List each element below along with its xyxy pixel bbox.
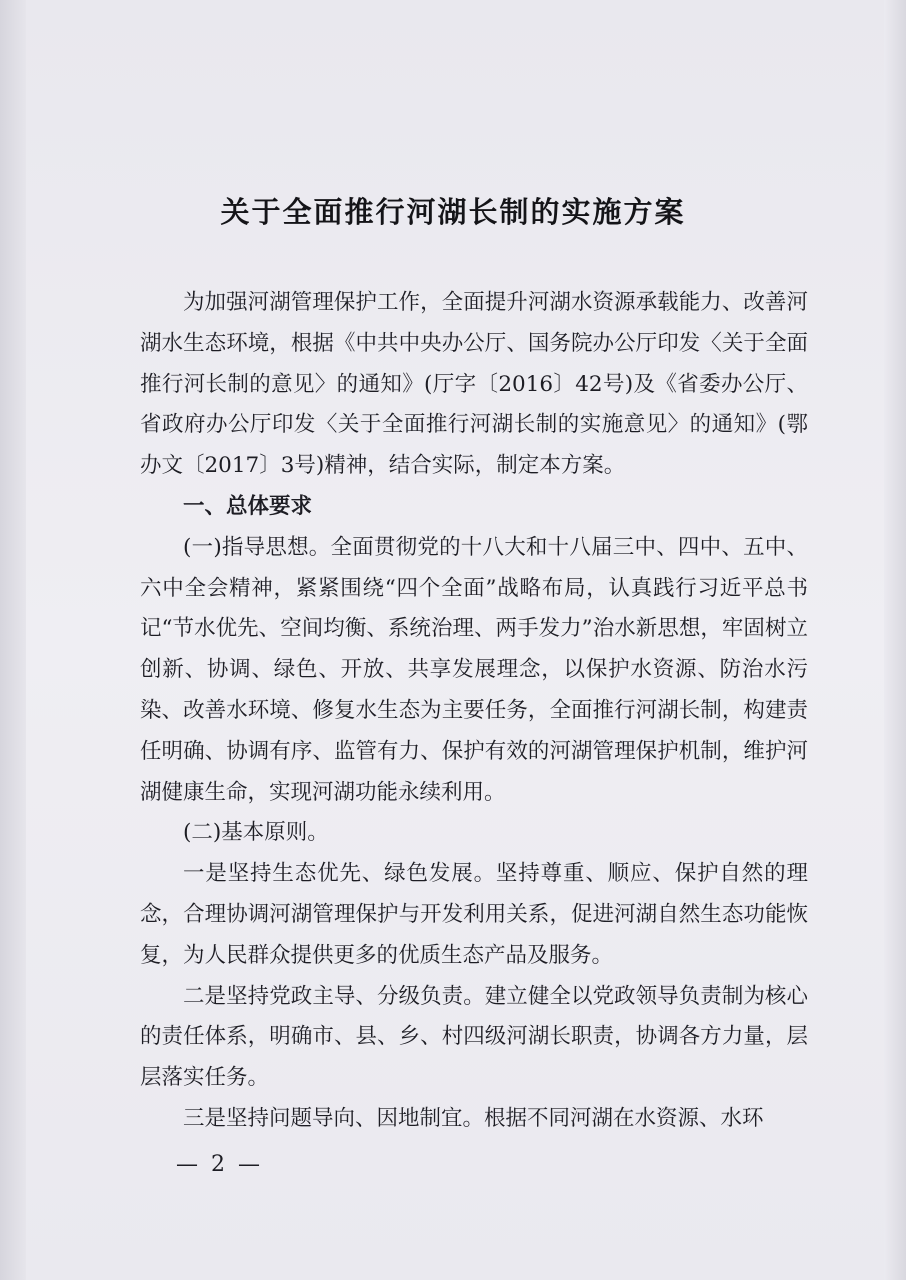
principle-two-paragraph: 二是坚持党政主导、分级负责。建立健全以党政领导负责制为核心的责任体系，明确市、县、乡、村四级河湖长职责，协调各方力量，层层落实任务。 <box>140 983 808 1091</box>
document-body <box>140 283 808 1140</box>
guiding-ideology-paragraph: (一)指导思想。全面贯彻党的十八大和十八届三中、四中、五中、六中全会精神，紧紧围绕“四个全面”战略布局，认真践行习近平总书记“节水优先、空间均衡、系统治理、两手发力”治水新思想，牢固树立创新、协调、绿色、开放、共享发展理念，以保护水资源、防治水污染、改善水环境、修复水生态为主要任务，全面推行河湖长制，构建责任明确、协调有序、监管有力、保护有效的河湖管理保护机制，维护河湖健康生命，实现河湖功能永续利用。 <box>140 534 808 805</box>
principle-one-paragraph: 一是坚持生态优先、绿色发展。坚持尊重、顺应、保护自然的理念，合理协调河湖管理保护与开发利用关系，促进河湖自然生态功能恢复，为人民群众提供更多的优质生态产品及服务。 <box>140 861 808 968</box>
document-title: 关于全面推行河湖长制的实施方案 <box>220 195 686 229</box>
basic-principles-heading: (二)基本原则。 <box>183 820 329 846</box>
intro-paragraph: 为加强河湖管理保护工作，全面提升河湖水资源承载能力、改善河湖水生态环境，根据《中共中央办公厅、国务院办公厅印发〈关于全面推行河长制的意见〉的通知》(厅字〔2016〕42号)及《省委办公厅、省政府办公厅印发〈关于全面推行河湖长制的实施意见〉的通知》(鄂办文〔2017〕3号)精神，结合实际，制定本方案。 <box>140 290 808 479</box>
page-number: — 2 — <box>176 1152 263 1177</box>
principle-three-paragraph: 三是坚持问题导向、因地制宜。根据不同河湖在水资源、水环 <box>183 1105 764 1131</box>
section-heading-general-requirements: 一、总体要求 <box>183 493 313 519</box>
